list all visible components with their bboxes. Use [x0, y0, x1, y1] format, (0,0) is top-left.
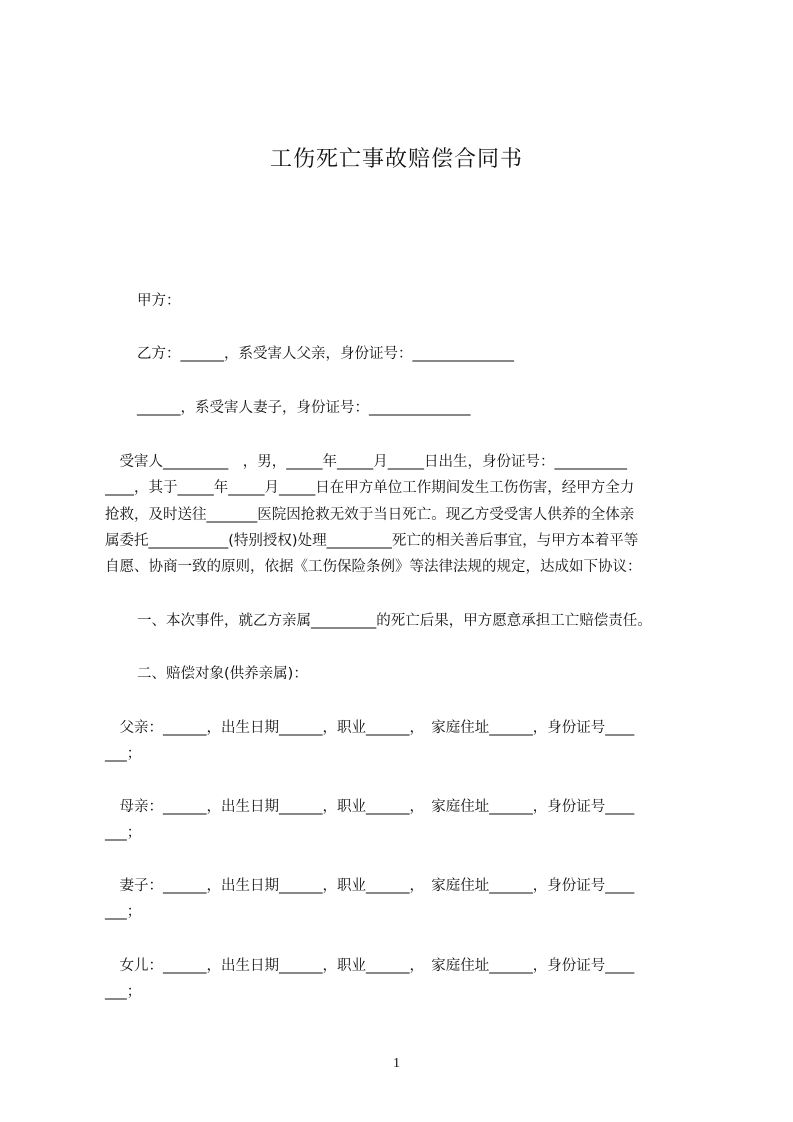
page-number: 1	[393, 1056, 400, 1071]
party-b-line-1: 乙方：______，系受害人父亲，身份证号：______________	[137, 346, 514, 362]
party-b-line-2: ______，系受害人妻子，身份证号：______________	[137, 400, 471, 416]
relative-line: 女儿：______，出生日期______，职业______， 家庭住址______，身份证号____	[105, 958, 635, 974]
relative-line-continued: ___；	[105, 904, 142, 920]
victim-paragraph-line: 受害人_________ ，男，_____年_____月_____日出生，身份证号：__________	[105, 454, 627, 470]
party-a-line: 甲方：	[137, 293, 181, 309]
document-title: 工伤死亡事故赔偿合同书	[269, 147, 523, 172]
relative-line-continued: ___；	[105, 984, 142, 1000]
victim-paragraph-line: 自愿、协商一致的原则，依据《工伤保险条例》等法律法规的规定，达成如下协议：	[105, 559, 642, 575]
clause-2: 二、赔偿对象(供养亲属)：	[137, 666, 308, 682]
relative-line: 妻子：______，出生日期______，职业______， 家庭住址______，身份证号____	[105, 878, 635, 894]
victim-paragraph-line: 抢救，及时送往_______医院因抢救无效于当日死亡。现乙方受受害人供养的全体亲	[105, 507, 635, 523]
relative-line: 母亲：______，出生日期______，职业______， 家庭住址______，身份证号____	[105, 799, 635, 815]
victim-paragraph-line: 属委托___________(特别授权)处理_________死亡的相关善后事宜，与甲方本着平等	[105, 533, 639, 549]
victim-paragraph-line: ____，其于_____年_____月_____日在甲方单位工作期间发生工伤伤害，经甲方全力	[105, 480, 635, 496]
relative-line-continued: ___；	[105, 825, 142, 841]
relative-line-continued: ___；	[105, 746, 142, 762]
relative-line: 父亲：______，出生日期______，职业______， 家庭住址______，身份证号____	[105, 720, 635, 736]
clause-1: 一、本次事件，就乙方亲属_________的死亡后果，甲方愿意承担工亡赔偿责任。	[137, 613, 652, 629]
